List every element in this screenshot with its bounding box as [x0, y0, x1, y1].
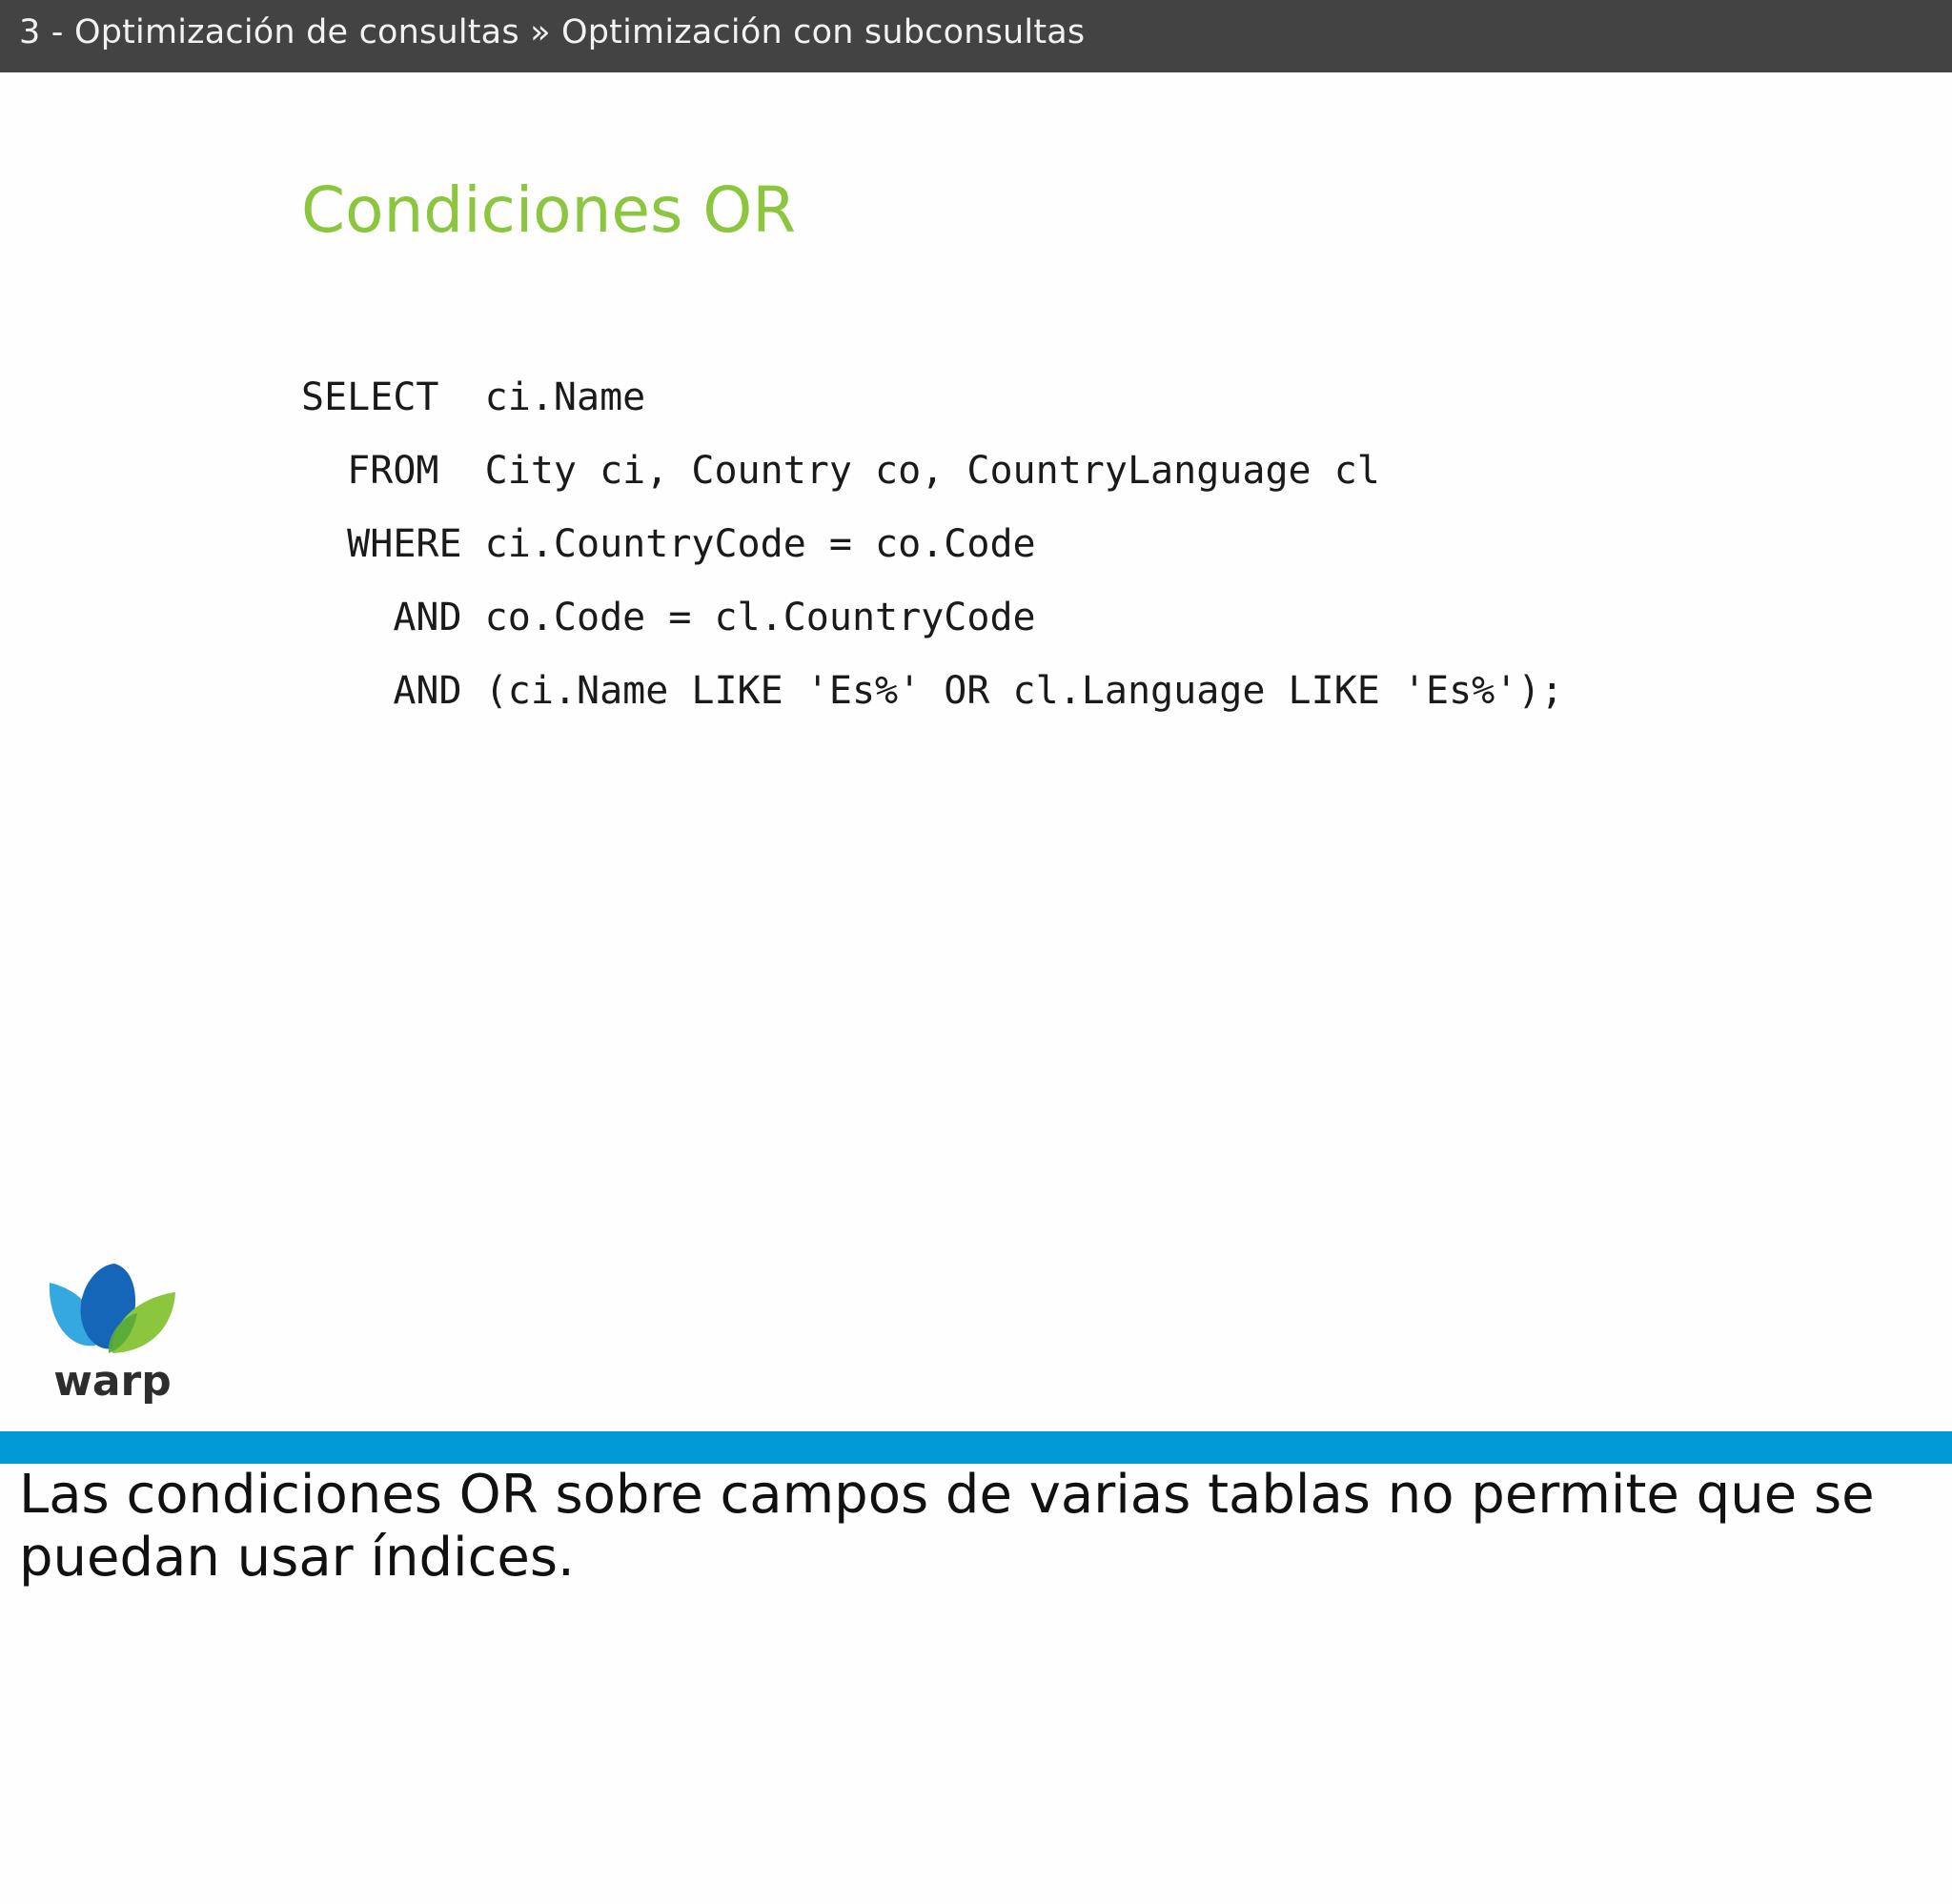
code-line: FROM City ci, Country co, CountryLanguage cl	[301, 449, 1380, 493]
slide-title: Condiciones OR	[301, 173, 797, 247]
caption-accent-bar	[0, 1431, 1952, 1464]
code-line: AND co.Code = cl.CountryCode	[301, 596, 1036, 639]
code-line: SELECT ci.Name	[301, 375, 646, 419]
warp-logo-wordmark: warp	[53, 1357, 172, 1406]
code-line: WHERE ci.CountryCode = co.Code	[301, 522, 1036, 566]
caption-subtitle: Las condiciones OR sobre campos de varias tablas no permite que se puedan usar índices.	[19, 1464, 1875, 1589]
sql-code-block	[301, 374, 1564, 740]
header-bar	[0, 0, 1952, 72]
warp-logo-icon	[46, 1262, 179, 1408]
code-line: AND (ci.Name LIKE 'Es%' OR cl.Language LIKE 'Es%');	[301, 669, 1564, 713]
breadcrumb: 3 - Optimización de consultas » Optimización con subconsultas	[19, 13, 1086, 51]
warp-logo	[46, 1262, 179, 1408]
